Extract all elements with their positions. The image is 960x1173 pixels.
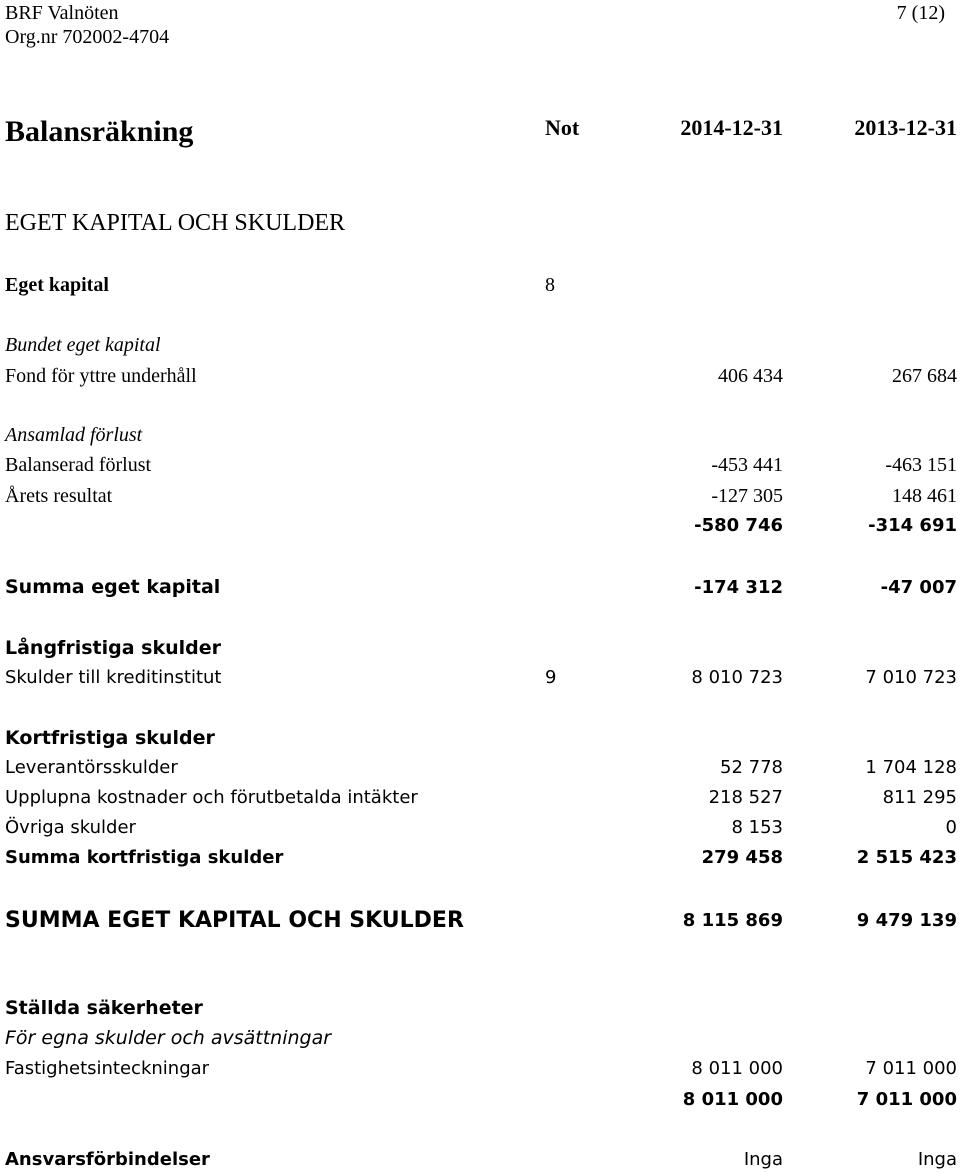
ansvar-2014: Inga <box>743 1149 783 1170</box>
stallda-subtotal-2013: 7 011 000 <box>856 1089 957 1110</box>
stallda-subheading: För egna skulder och avsättningar <box>5 1027 332 1049</box>
kort-row-2014: 8 153 <box>731 817 783 838</box>
summa-kortfristiga-label: Summa kortfristiga skulder <box>5 847 284 868</box>
stallda-subtotal-2014: 8 011 000 <box>682 1089 783 1110</box>
summa-eget-kapital-label: Summa eget kapital <box>5 576 221 598</box>
balanserad-2013: -463 151 <box>885 454 957 476</box>
ansamlad-subtotal-2014: -580 746 <box>694 515 783 536</box>
summa-eget-kapital-2014: -174 312 <box>694 577 783 598</box>
column-header-not: Not <box>545 115 580 140</box>
arets-resultat-2014: -127 305 <box>711 485 783 507</box>
org-name: BRF Valnöten <box>5 2 119 24</box>
summa-kortfristiga-2014: 279 458 <box>701 847 783 868</box>
langfristiga-heading: Långfristiga skulder <box>5 637 221 659</box>
fond-2013: 267 684 <box>892 365 957 387</box>
fond-label: Fond för yttre underhåll <box>5 365 197 387</box>
total-2014: 8 115 869 <box>682 910 783 931</box>
skulder-kredit-2014: 8 010 723 <box>691 667 783 688</box>
fastighet-2013: 7 011 000 <box>865 1058 957 1079</box>
arets-resultat-label: Årets resultat <box>5 485 113 507</box>
kort-row-2014: 218 527 <box>708 787 783 808</box>
ansvar-2013: Inga <box>917 1149 957 1170</box>
total-label: SUMMA EGET KAPITAL OCH SKULDER <box>5 908 464 933</box>
kort-row-2013: 1 704 128 <box>865 757 957 778</box>
skulder-kredit-label: Skulder till kreditinstitut <box>5 667 222 688</box>
summa-eget-kapital-2013: -47 007 <box>880 577 957 598</box>
fastighet-label: Fastighetsinteckningar <box>5 1058 210 1079</box>
page-title: Balansräkning <box>5 115 194 148</box>
fastighet-2014: 8 011 000 <box>691 1058 783 1079</box>
kort-row-label: Övriga skulder <box>5 817 136 838</box>
stallda-heading: Ställda säkerheter <box>5 997 203 1019</box>
column-header-2013: 2013-12-31 <box>854 115 957 140</box>
kort-row-2014: 52 778 <box>720 757 783 778</box>
total-2013: 9 479 139 <box>856 910 957 931</box>
column-header-2014: 2014-12-31 <box>680 115 783 140</box>
kort-row-2013: 0 <box>945 817 957 838</box>
arets-resultat-2013: 148 461 <box>892 485 957 507</box>
fond-2014: 406 434 <box>718 365 783 387</box>
ansamlad-heading: Ansamlad förlust <box>5 424 143 446</box>
kort-row-label: Leverantörsskulder <box>5 757 178 778</box>
eget-kapital-not: 8 <box>545 274 555 296</box>
skulder-kredit-2013: 7 010 723 <box>865 667 957 688</box>
section-title: EGET KAPITAL OCH SKULDER <box>5 210 346 236</box>
kortfristiga-heading: Kortfristiga skulder <box>5 727 215 749</box>
org-number: Org.nr 702002-4704 <box>5 26 170 48</box>
page-number: 7 (12) <box>896 2 945 24</box>
eget-kapital-heading: Eget kapital <box>5 274 109 296</box>
kort-row-label: Upplupna kostnader och förutbetalda intäkter <box>5 787 418 808</box>
balanserad-label: Balanserad förlust <box>5 454 152 476</box>
balanserad-2014: -453 441 <box>711 454 783 476</box>
summa-kortfristiga-2013: 2 515 423 <box>856 847 957 868</box>
bundet-heading: Bundet eget kapital <box>5 334 161 356</box>
kort-row-2013: 811 295 <box>882 787 957 808</box>
ansvar-label: Ansvarsförbindelser <box>5 1149 210 1170</box>
skulder-kredit-not: 9 <box>545 667 557 688</box>
ansamlad-subtotal-2013: -314 691 <box>868 515 957 536</box>
